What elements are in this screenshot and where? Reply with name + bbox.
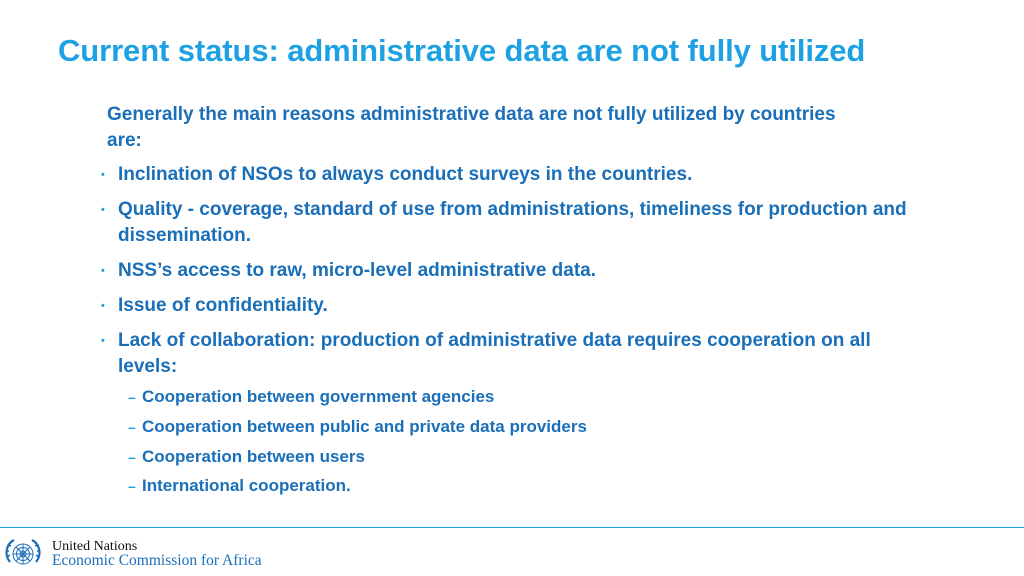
sub-bullet-text: International cooperation. — [142, 476, 351, 496]
bullet-text: Quality - coverage, standard of use from administrations, timeliness for production and dissemination. — [118, 199, 907, 246]
dash-icon: – — [128, 389, 136, 405]
bullet-dot-icon: • — [101, 204, 105, 216]
sub-bullet-item — [118, 446, 920, 468]
intro-text: Generally the main reasons administrative data are not fully utilized by countries are: — [107, 104, 836, 151]
bullet-item — [100, 197, 920, 249]
footer-logo — [2, 535, 262, 573]
slide-title: Current status: administrative data are not fully utilized — [58, 33, 866, 68]
bullet-item — [100, 258, 920, 284]
un-emblem-icon — [2, 536, 44, 572]
bullet-dot-icon: • — [101, 169, 105, 181]
org-name-line2: Economic Commission for Africa — [52, 552, 262, 569]
bullet-text: Lack of collaboration: production of administrative data requires cooperation on all levels: — [118, 330, 871, 377]
sub-bullet-item — [118, 386, 920, 408]
bullet-dot-icon: • — [101, 335, 105, 347]
bullet-item — [100, 162, 920, 188]
dash-icon: – — [128, 478, 136, 495]
bullet-item — [100, 293, 920, 319]
slide-body — [100, 102, 920, 506]
org-name — [52, 540, 262, 568]
dash-icon: – — [128, 418, 136, 435]
bullet-text: Inclination of NSOs to always conduct surveys in the countries. — [118, 164, 693, 185]
footer-divider — [0, 527, 1024, 528]
sub-bullet-list — [118, 386, 920, 497]
bullet-item — [100, 328, 920, 497]
bullet-text: NSS’s access to raw, micro-level administrative data. — [118, 260, 597, 281]
org-name-line1: United Nations — [52, 539, 138, 554]
sub-bullet-text: Cooperation between public and private data providers — [142, 416, 587, 436]
bullet-dot-icon: • — [101, 265, 105, 277]
sub-bullet-text: Cooperation between government agencies — [142, 387, 495, 406]
dash-icon: – — [128, 448, 136, 465]
bullet-list — [100, 162, 920, 497]
sub-bullet-text: Cooperation between users — [142, 446, 365, 466]
bullet-dot-icon: • — [101, 300, 105, 312]
sub-bullet-item — [118, 475, 920, 497]
sub-bullet-item — [118, 416, 920, 438]
bullet-text: Issue of confidentiality. — [118, 295, 328, 316]
